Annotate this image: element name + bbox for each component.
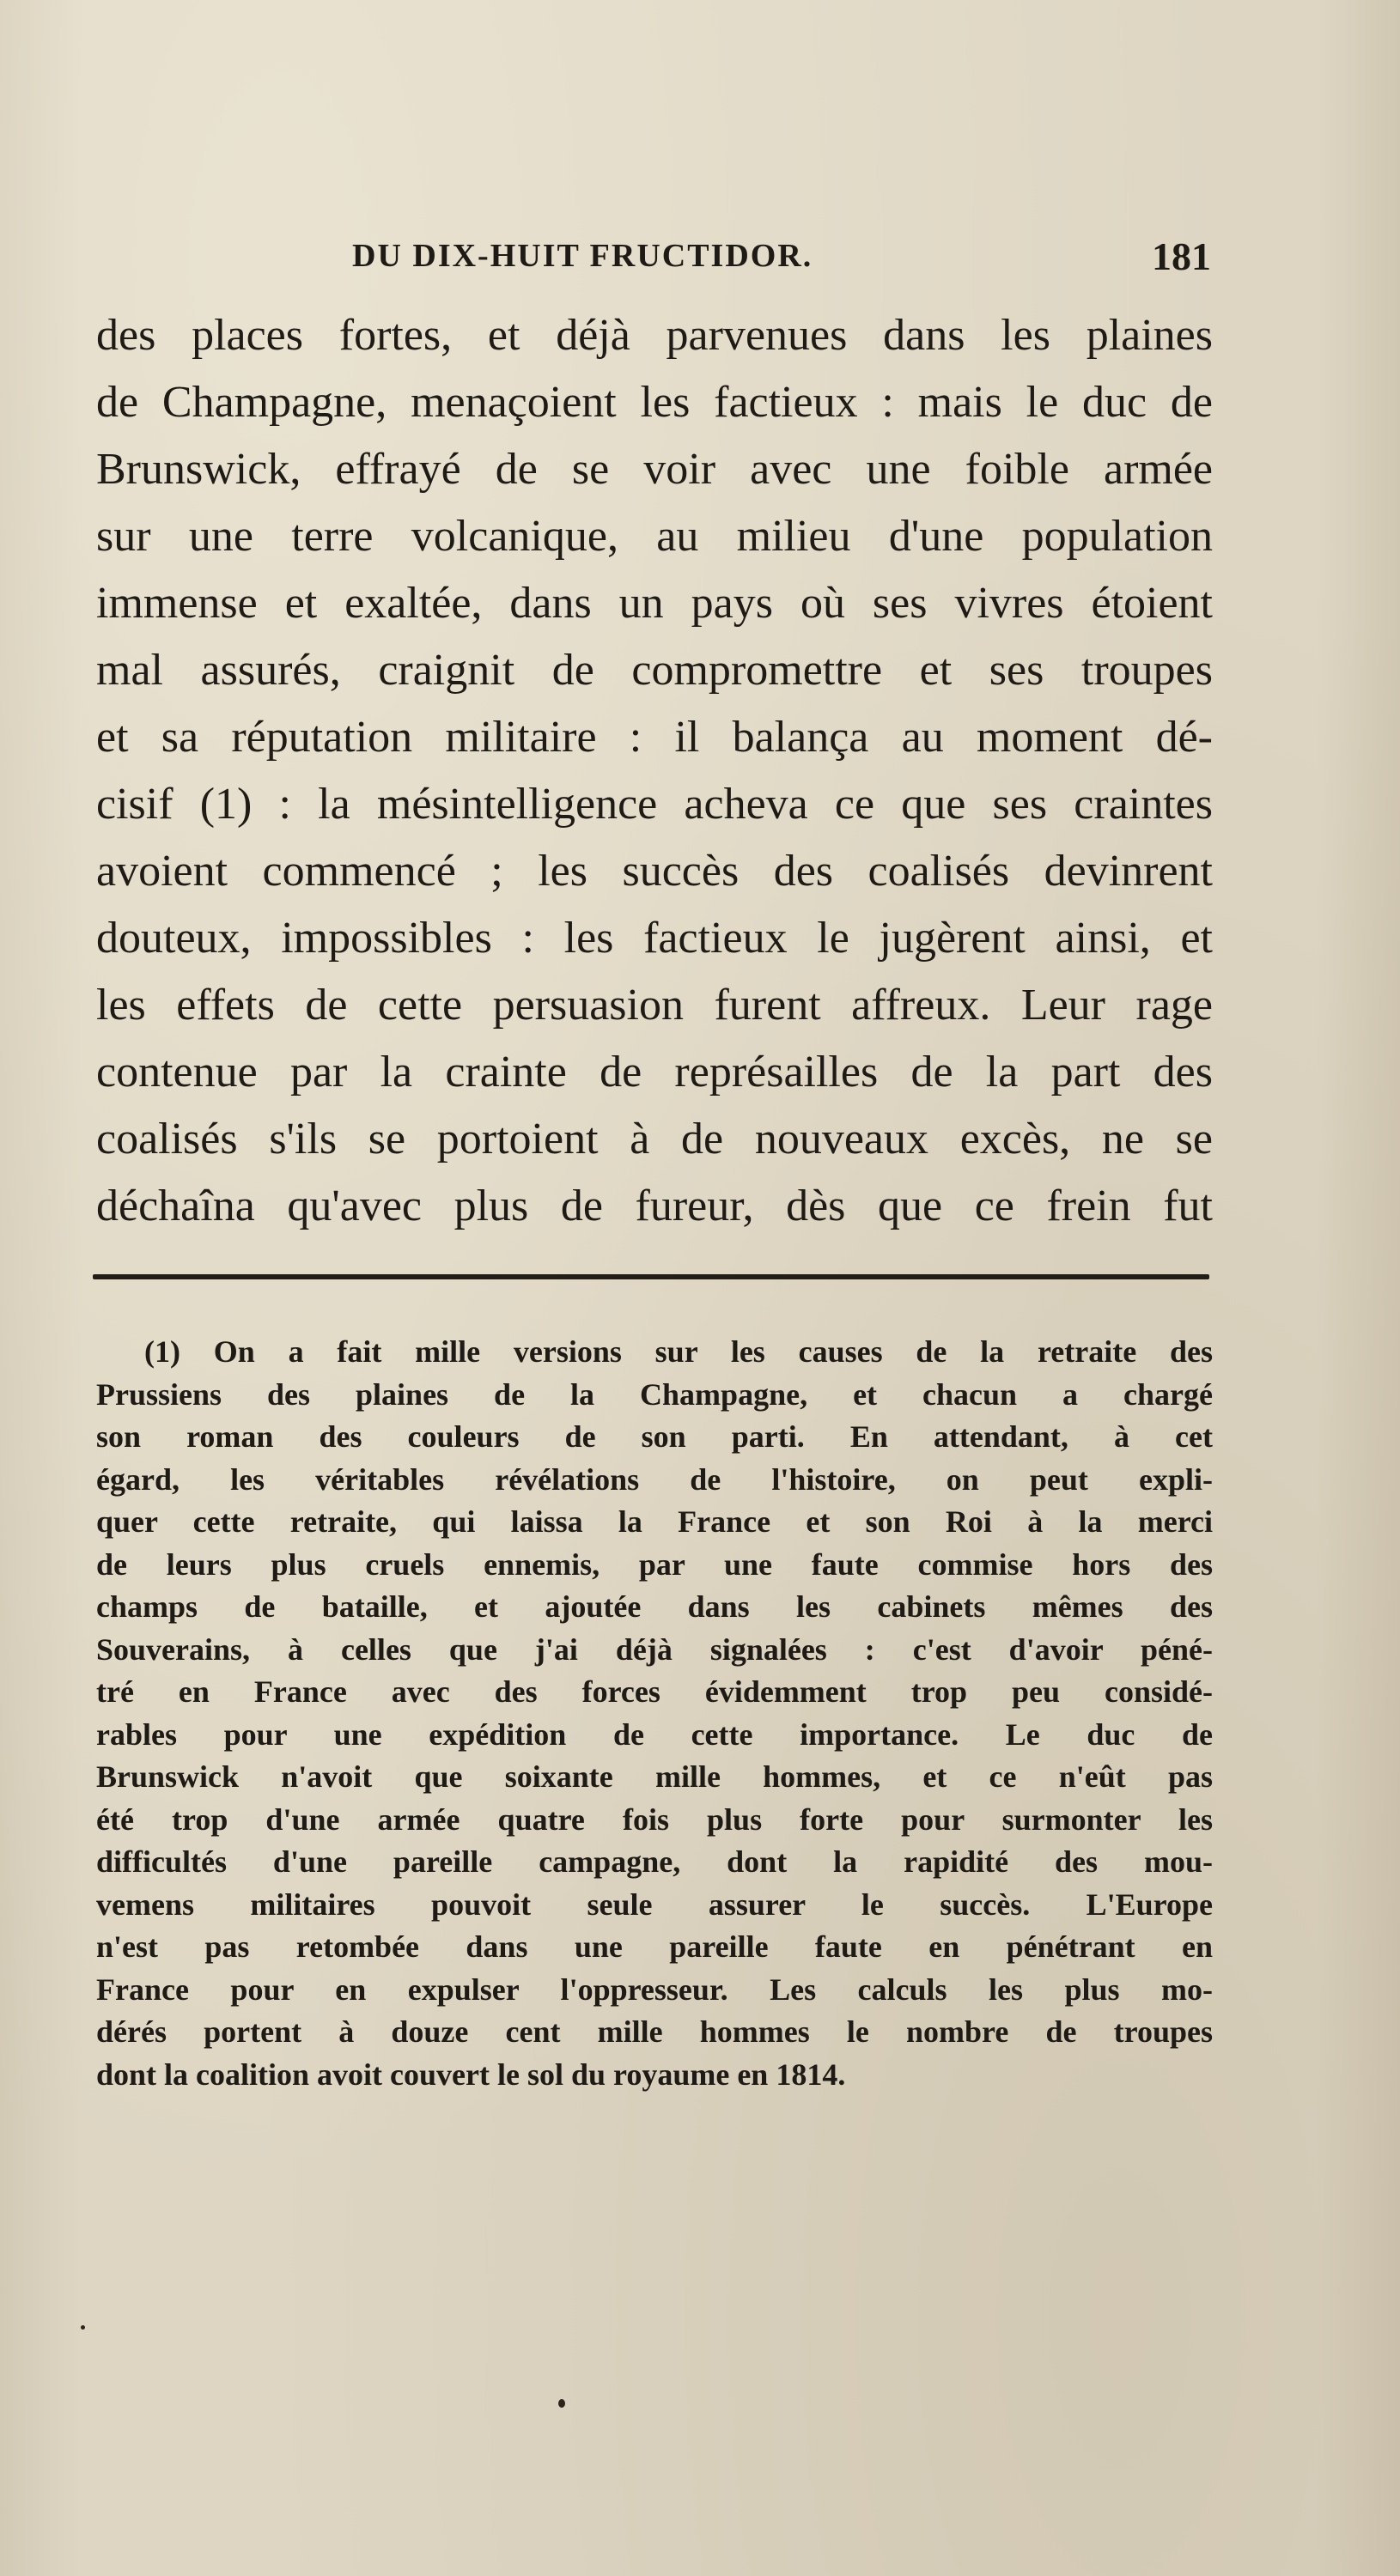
body-line: cisif (1) : la mésintelligence acheva ce que ses craintes xyxy=(96,780,1213,829)
body-line: mal assurés, craignit de compromettre et ses troupes xyxy=(96,646,1213,695)
body-line: des places fortes, et déjà parvenues dans les plaines xyxy=(96,311,1213,360)
body-text xyxy=(96,302,1213,1240)
running-head xyxy=(352,234,1211,289)
footnote-line: vemens militaires pouvoit seule assurer le succès. L'Europe xyxy=(96,1886,1213,1922)
running-title: DU DIX-HUIT FRUCTIDOR. xyxy=(352,238,813,274)
footnote xyxy=(96,1331,1213,2096)
footnote-line: rables pour une expédition de cette importance. Le duc de xyxy=(96,1716,1213,1752)
body-line: sur une terre volcanique, au milieu d'une population xyxy=(96,512,1213,561)
body-line: douteux, impossibles : les factieux le jugèrent ainsi, et xyxy=(96,914,1213,963)
footnote-line: tré en France avec des forces évidemment trop peu considé- xyxy=(96,1674,1213,1709)
body-line: Brunswick, effrayé de se voir avec une foible armée xyxy=(96,445,1213,494)
footnote-rule xyxy=(93,1274,1209,1279)
page-number: 181 xyxy=(1152,234,1211,278)
footnote-line: Souverains, à celles que j'ai déjà signalées : c'est d'avoir péné- xyxy=(96,1631,1213,1667)
footnote-line: dont la coalition avoit couvert le sol du royaume en 1814. xyxy=(96,2057,846,2092)
footnote-line: n'est pas retombée dans une pareille faute en pénétrant en xyxy=(96,1929,1213,1964)
footnote-line: égard, les véritables révélations de l'histoire, on peut expli- xyxy=(96,1461,1213,1497)
footnote-line: de leurs plus cruels ennemis, par une faute commise hors des xyxy=(96,1546,1213,1582)
footnote-line: été trop d'une armée quatre fois plus forte pour surmonter les xyxy=(96,1801,1213,1837)
body-line: déchaîna qu'avec plus de fureur, dès que ce frein fut xyxy=(96,1182,1213,1230)
footnote-line: Brunswick n'avoit que soixante mille hommes, et ce n'eût pas xyxy=(96,1759,1213,1794)
body-line: et sa réputation militaire : il balança au moment dé- xyxy=(96,713,1213,762)
footnote-line: Prussiens des plaines de la Champagne, et chacun a chargé xyxy=(96,1376,1213,1412)
body-line: coalisés s'ils se portoient à de nouveaux excès, ne se xyxy=(96,1115,1213,1163)
body-line: immense et exaltée, dans un pays où ses vivres étoient xyxy=(96,579,1213,628)
footnote-line: (1) On a fait mille versions sur les causes de la retraite des xyxy=(144,1334,1213,1369)
body-line: de Champagne, menaçoient les factieux : mais le duc de xyxy=(96,378,1213,427)
footnote-line: son roman des couleurs de son parti. En attendant, à cet xyxy=(96,1419,1213,1454)
body-line: avoient commencé ; les succès des coalisés devinrent xyxy=(96,847,1213,896)
ink-speck xyxy=(81,2325,85,2330)
body-line: contenue par la crainte de représailles de la part des xyxy=(96,1048,1213,1097)
footnote-line: quer cette retraite, qui laissa la France et son Roi à la merci xyxy=(96,1504,1213,1539)
footnote-line: difficultés d'une pareille campagne, dont la rapidité des mou- xyxy=(96,1844,1213,1879)
footnote-line: champs de bataille, et ajoutée dans les cabinets mêmes des xyxy=(96,1589,1213,1624)
ink-speck xyxy=(558,2399,565,2408)
footnote-line: France pour en expulser l'oppresseur. Les calculs les plus mo- xyxy=(96,1971,1213,2007)
body-line: les effets de cette persuasion furent affreux. Leur rage xyxy=(96,981,1213,1030)
footnote-line: dérés portent à douze cent mille hommes le nombre de troupes xyxy=(96,2014,1213,2049)
